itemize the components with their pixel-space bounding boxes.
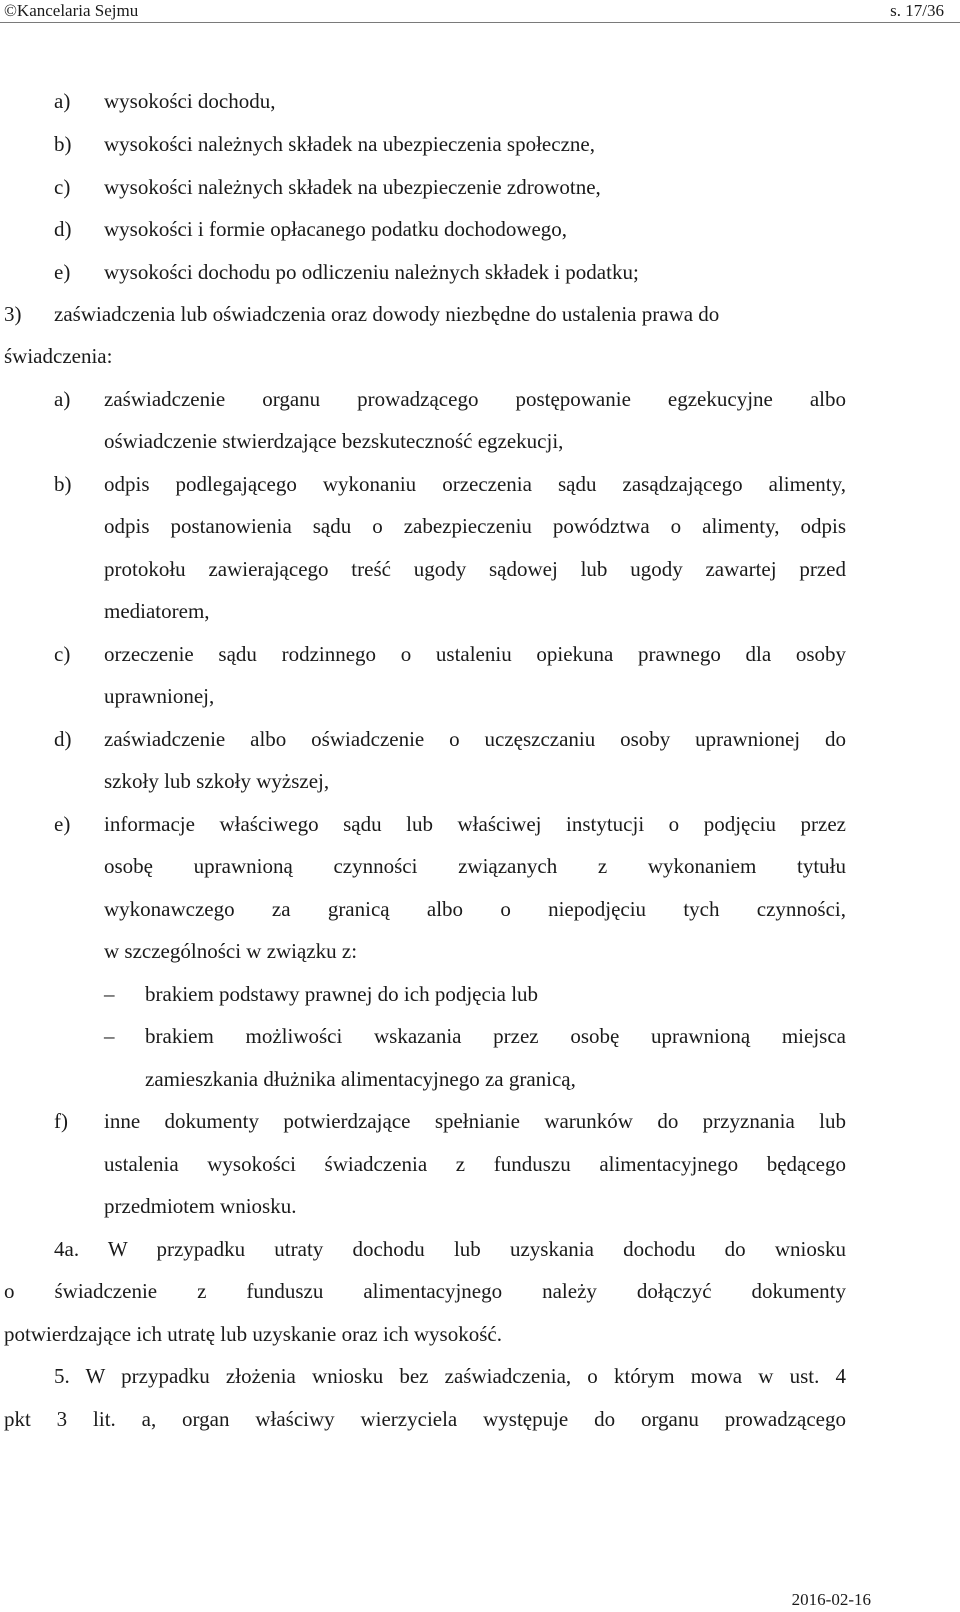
list-marker: c) xyxy=(54,642,71,666)
list-marker: b) xyxy=(54,132,72,156)
paragraph-line: o świadczenie z funduszu alimentacyjnego należy dołączyć dokumenty xyxy=(4,1279,846,1303)
list-item: uprawnionej, xyxy=(104,684,215,708)
list-item: odpis postanowienia sądu o zabezpieczeniu powództwa o alimenty, odpis xyxy=(104,514,846,538)
point-text: zaświadczenia lub oświadczenia oraz dowody niezbędne do ustalenia prawa do xyxy=(54,302,720,326)
paragraph-line: potwierdzające ich utratę lub uzyskanie oraz ich wysokość. xyxy=(4,1322,502,1346)
list-marker: d) xyxy=(54,727,72,751)
list-item: protokołu zawierającego treść ugody sądowej lub ugody zawartej przed xyxy=(104,557,846,581)
document-date: 2016-02-16 xyxy=(791,1590,871,1609)
point-text: świadczenia: xyxy=(4,344,113,368)
list-item: informacje właściwego sądu lub właściwej instytucji o podjęciu przez xyxy=(104,812,846,836)
dash-marker: – xyxy=(104,1024,115,1048)
list-item: wysokości należnych składek na ubezpieczenia społeczne, xyxy=(104,132,595,156)
header-divider xyxy=(0,22,960,23)
paragraph-line: 5. W przypadku złożenia wniosku bez zaświadczenia, o którym mowa w ust. 4 xyxy=(54,1364,846,1388)
dash-item: zamieszkania dłużnika alimentacyjnego za granicą, xyxy=(145,1067,576,1091)
point-marker: 3) xyxy=(4,302,22,326)
list-item: osobę uprawnioną czynności związanych z wykonaniem tytułu xyxy=(104,854,846,878)
list-item: zaświadczenie organu prowadzącego postępowanie egzekucyjne albo xyxy=(104,387,846,411)
list-item: ustalenia wysokości świadczenia z funduszu alimentacyjnego będącego xyxy=(104,1152,846,1176)
list-item: wysokości należnych składek na ubezpieczenie zdrowotne, xyxy=(104,175,601,199)
list-marker: d) xyxy=(54,217,72,241)
list-item: wykonawczego za granicą albo o niepodjęciu tych czynności, xyxy=(104,897,846,921)
list-marker: b) xyxy=(54,472,72,496)
list-item: wysokości dochodu, xyxy=(104,89,276,113)
list-marker: a) xyxy=(54,89,71,113)
list-item: wysokości dochodu po odliczeniu należnych składek i podatku; xyxy=(104,260,639,284)
list-item: odpis podlegającego wykonaniu orzeczenia sądu zasądzającego alimenty, xyxy=(104,472,846,496)
paragraph-line: 4a. W przypadku utraty dochodu lub uzyskania dochodu do wniosku xyxy=(54,1237,846,1261)
list-marker: e) xyxy=(54,260,71,284)
dash-item: brakiem możliwości wskazania przez osobę uprawnioną miejsca xyxy=(145,1024,846,1048)
list-item: mediatorem, xyxy=(104,599,210,623)
list-item: zaświadczenie albo oświadczenie o uczęszczaniu osoby uprawnionej do xyxy=(104,727,846,751)
dash-item: brakiem podstawy prawnej do ich podjęcia lub xyxy=(145,982,539,1006)
dash-marker: – xyxy=(104,982,115,1006)
list-item: przedmiotem wniosku. xyxy=(104,1194,297,1218)
list-item: oświadczenie stwierdzające bezskuteczność egzekucji, xyxy=(104,429,564,453)
list-marker: a) xyxy=(54,387,71,411)
source-label: ©Kancelaria Sejmu xyxy=(4,1,139,20)
page-number: s. 17/36 xyxy=(890,1,944,20)
list-item: wysokości i formie opłacanego podatku dochodowego, xyxy=(104,217,568,241)
list-marker: c) xyxy=(54,175,71,199)
list-item: w szczególności w związku z: xyxy=(104,939,358,963)
list-marker: f) xyxy=(54,1109,68,1133)
paragraph-line: pkt 3 lit. a, organ właściwy wierzyciela występuje do organu prowadzącego xyxy=(4,1407,846,1431)
list-item: orzeczenie sądu rodzinnego o ustaleniu opiekuna prawnego dla osoby xyxy=(104,642,846,666)
list-item: inne dokumenty potwierdzające spełnianie warunków do przyznania lub xyxy=(104,1109,846,1133)
list-marker: e) xyxy=(54,812,71,836)
list-item: szkoły lub szkoły wyższej, xyxy=(104,769,330,793)
